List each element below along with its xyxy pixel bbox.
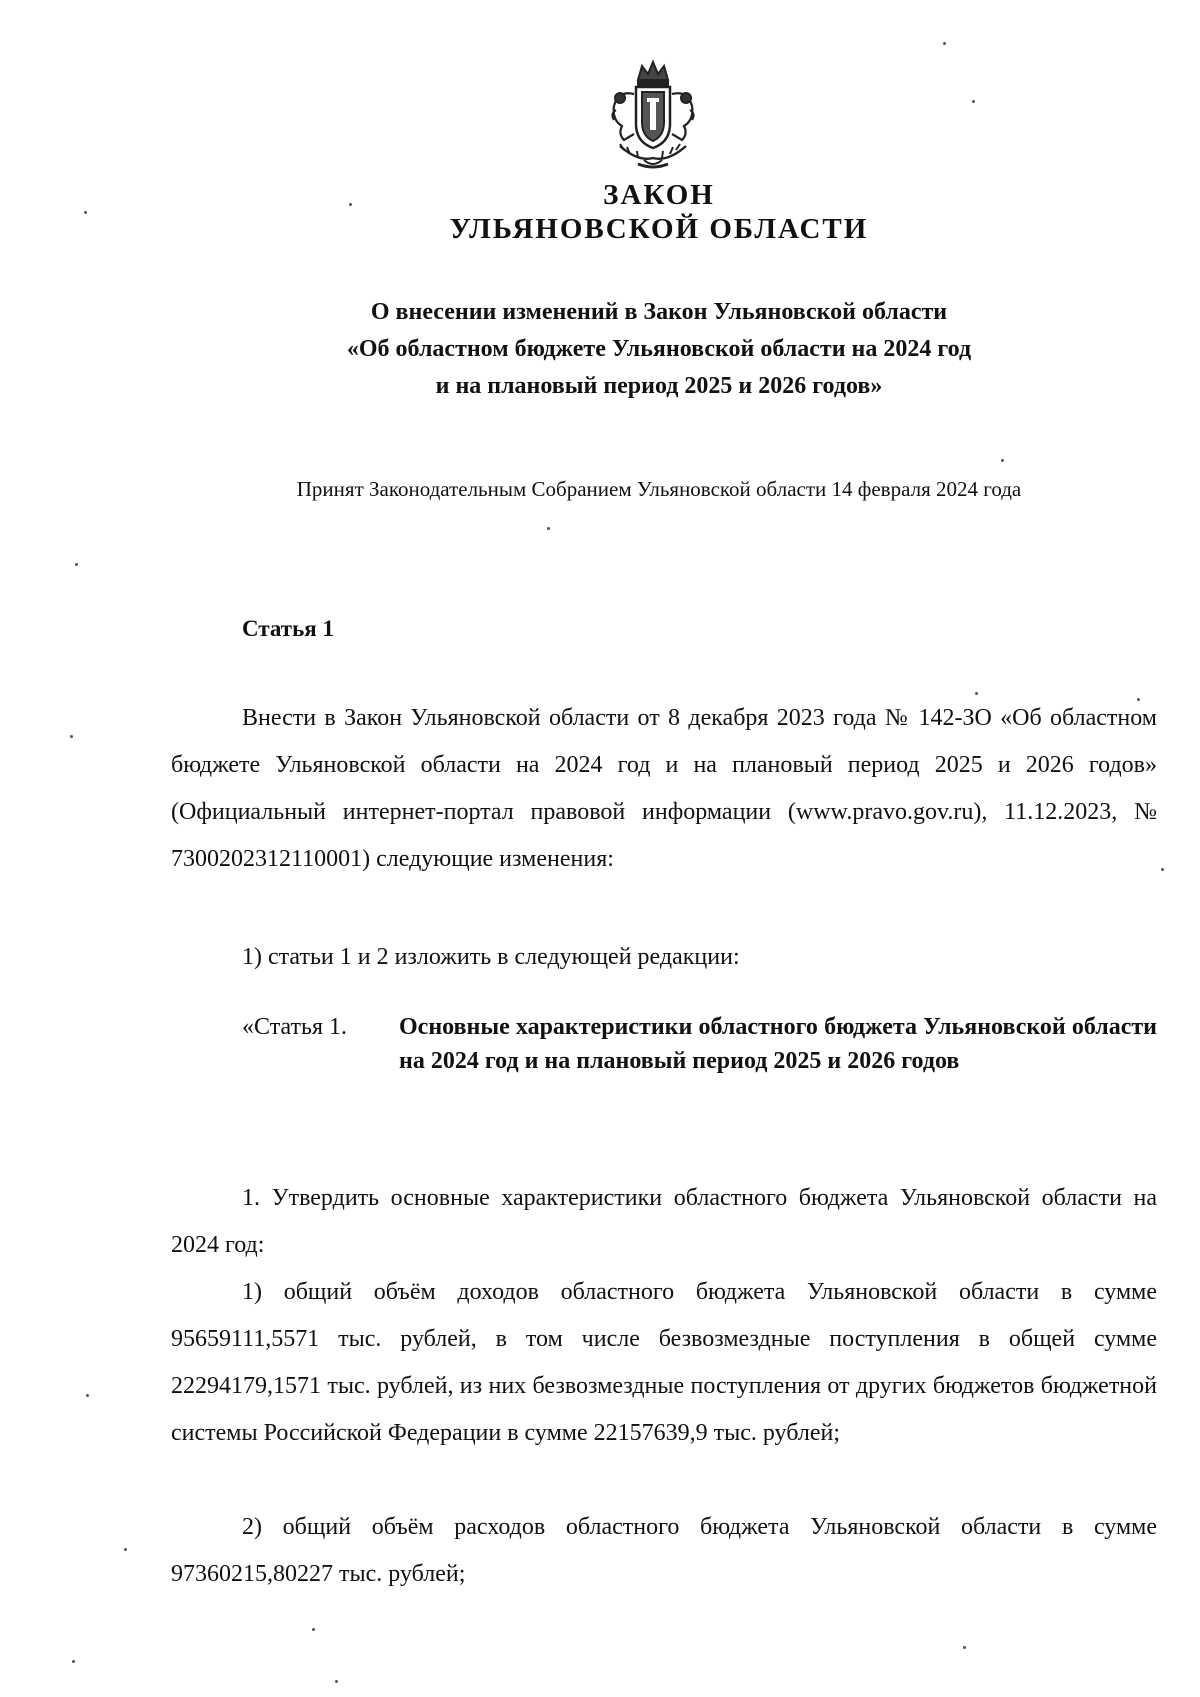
law-title [240,294,1078,405]
amended-article-title: Основные характеристики областного бюджета Ульяновской области на 2024 год и на плановый период 2025 и 2026 годов [399,1014,1157,1074]
article-intro-paragraph: Внести в Закон Ульяновской области от 8 декабря 2023 года № 142-ЗО «Об областном бюджете Ульяновской области на 2024 год и на плановый период 2025 и 2026 годов» (Официальный интернет-портал правовой информации (www.pravo.gov.ru), 11.12.2023, № 7300202312110001) следующие изменения: [171,705,1157,872]
article-heading: Статья 1 [242,616,334,641]
subpoint-1-paragraph: 1) общий объём доходов областного бюджета Ульяновской области в сумме 95659111,5571 тыс. рублей, в том числе безвозмездные поступления в общей сумме 22294179,1571 тыс. рублей, из них безвозмездные поступления от других бюджетов бюджетной системы Российской Федерации в сумме 22157639,9 тыс. рублей; [171,1279,1157,1446]
scan-speck [124,1548,127,1551]
amendment-item-1: 1) статьи 1 и 2 изложить в следующей редакции: [242,944,740,970]
scan-speck [72,1660,75,1663]
scan-speck [335,1680,338,1683]
law-title-line-3: и на плановый период 2025 и 2026 годов» [435,373,883,399]
region-heading: УЛЬЯНОВСКОЙ ОБЛАСТИ [449,213,869,245]
scan-speck [349,203,352,206]
amended-article-label: «Статья 1. [242,1014,347,1040]
adoption-note: Принят Законодательным Собранием Ульяновской области 14 февраля 2024 года [296,477,1022,501]
scan-speck [312,1628,315,1631]
scan-speck [972,100,975,103]
scan-speck [1161,868,1164,871]
coat-of-arms-emblem [598,54,708,172]
point-1-paragraph: 1. Утвердить основные характеристики областного бюджета Ульяновской области на 2024 год: [171,1185,1157,1258]
scan-speck [1001,459,1004,462]
scan-speck [86,1394,89,1397]
scan-speck [975,692,978,695]
ulyanovsk-oblast-coat-of-arms-icon [598,54,708,172]
scan-speck [963,1646,966,1649]
scan-speck [1137,698,1140,701]
subpoint-2-paragraph: 2) общий объём расходов областного бюджета Ульяновской области в сумме 97360215,80227 тыс. рублей; [171,1514,1157,1587]
scan-speck [84,211,87,214]
scan-speck [75,563,78,566]
document-type-heading: ЗАКОН [603,179,715,211]
scan-speck [70,735,73,738]
law-title-line-2: «Об областном бюджете Ульяновской области на 2024 год [346,336,972,362]
scan-speck [943,42,946,45]
law-title-line-1: О внесении изменений в Закон Ульяновской области [370,299,948,325]
scan-speck [547,527,550,530]
